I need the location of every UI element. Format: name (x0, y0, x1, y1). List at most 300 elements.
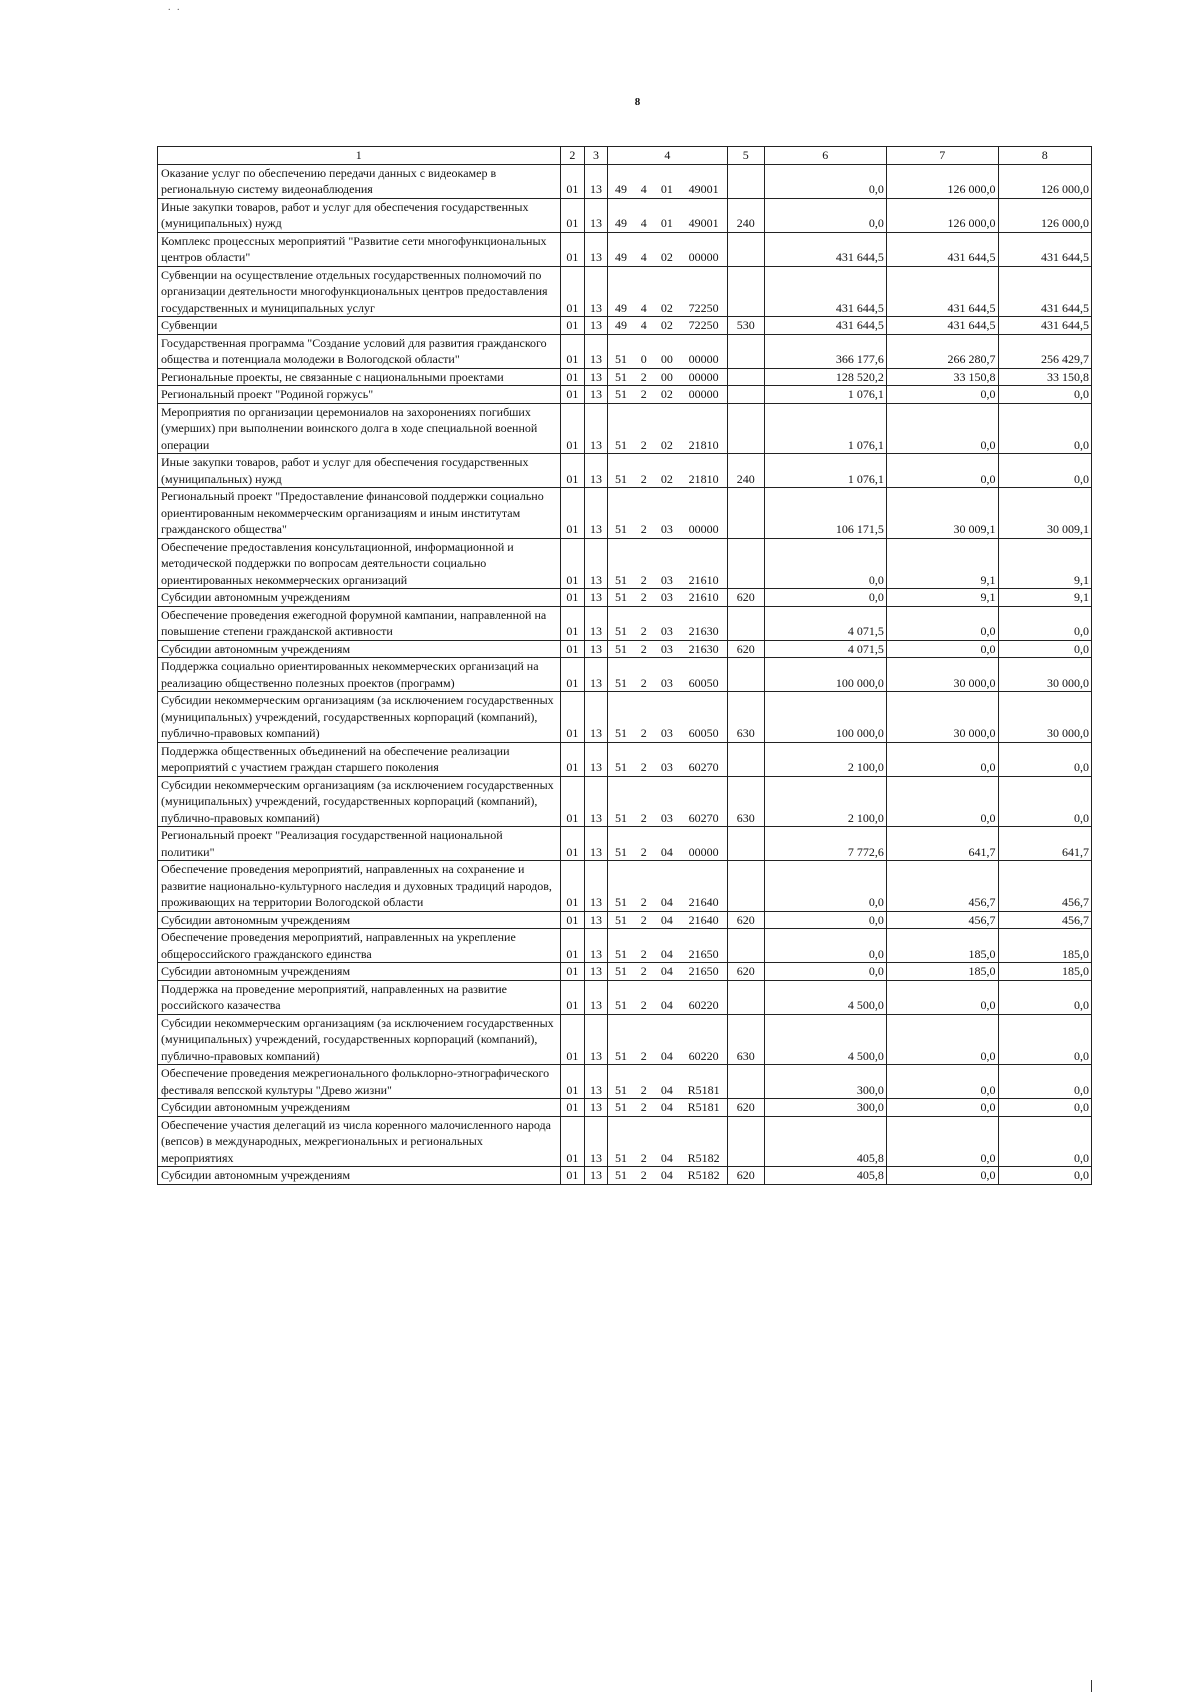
row-name: Субсидии некоммерческим организациям (за исключением государственных (муниципальных) учреждений, государственных корпораций (компаний), публично-правовых компаний) (158, 776, 561, 827)
amount-col8: 0,0 (998, 742, 1091, 776)
subprogram-code: 4 (634, 266, 653, 317)
project-code: 03 (653, 742, 680, 776)
program-code: 51 (607, 692, 634, 743)
amount-col6: 100 000,0 (764, 692, 886, 743)
amount-col8: 0,0 (998, 403, 1091, 454)
row-name: Региональный проект "Реализация государственной национальной политики" (158, 827, 561, 861)
direction-code: 21650 (680, 963, 727, 981)
subprogram-code: 4 (634, 198, 653, 232)
col2-section: 01 (560, 403, 585, 454)
subprogram-code: 2 (634, 1167, 653, 1185)
amount-col7: 0,0 (886, 1167, 998, 1185)
direction-code: 21640 (680, 861, 727, 912)
row-name: Субсидии автономным учреждениям (158, 1167, 561, 1185)
project-code: 04 (653, 911, 680, 929)
direction-code: 60270 (680, 742, 727, 776)
row-name: Субвенции (158, 317, 561, 335)
amount-col7: 126 000,0 (886, 198, 998, 232)
amount-col7: 0,0 (886, 403, 998, 454)
row-name: Субвенции на осуществление отдельных государственных полномочий по организации деятельности многофункциональных центров предоставления государственных и муниципальных услуг (158, 266, 561, 317)
amount-col7: 0,0 (886, 1099, 998, 1117)
expense-type (728, 334, 765, 368)
expense-type: 630 (728, 776, 765, 827)
amount-col7: 431 644,5 (886, 317, 998, 335)
amount-col8: 9,1 (998, 589, 1091, 607)
amount-col7: 185,0 (886, 929, 998, 963)
project-code: 02 (653, 266, 680, 317)
page-number: 8 (634, 96, 641, 108)
project-code: 02 (653, 403, 680, 454)
project-code: 03 (653, 692, 680, 743)
expense-type (728, 488, 765, 539)
table-row (158, 742, 1092, 776)
col3-subsection: 13 (585, 658, 608, 692)
expense-type (728, 368, 765, 386)
col2-section: 01 (560, 454, 585, 488)
table-row (158, 488, 1092, 539)
project-code: 00 (653, 334, 680, 368)
program-code: 51 (607, 488, 634, 539)
table-row (158, 589, 1092, 607)
expense-type: 620 (728, 640, 765, 658)
amount-col6: 0,0 (764, 198, 886, 232)
row-name: Мероприятия по организации церемониалов на захоронениях погибших (умерших) при выполнении воинского долга в ходе специальной военной операции (158, 403, 561, 454)
col2-section: 01 (560, 589, 585, 607)
amount-col7: 0,0 (886, 386, 998, 404)
project-code: 03 (653, 488, 680, 539)
program-code: 51 (607, 403, 634, 454)
col2-section: 01 (560, 1065, 585, 1099)
amount-col8: 431 644,5 (998, 232, 1091, 266)
table-row (158, 776, 1092, 827)
col3-subsection: 13 (585, 606, 608, 640)
amount-col6: 2 100,0 (764, 742, 886, 776)
scan-corner-tick (1091, 1680, 1092, 1692)
project-code: 04 (653, 963, 680, 981)
amount-col7: 431 644,5 (886, 266, 998, 317)
direction-code: 21810 (680, 403, 727, 454)
project-code: 03 (653, 606, 680, 640)
amount-col8: 0,0 (998, 1116, 1091, 1167)
amount-col7: 185,0 (886, 963, 998, 981)
col2-section: 01 (560, 488, 585, 539)
project-code: 02 (653, 317, 680, 335)
amount-col7: 0,0 (886, 640, 998, 658)
direction-code: 60050 (680, 658, 727, 692)
expense-type: 630 (728, 1014, 765, 1065)
project-code: 04 (653, 1116, 680, 1167)
subprogram-code: 4 (634, 232, 653, 266)
col2-section: 01 (560, 266, 585, 317)
subprogram-code: 2 (634, 1014, 653, 1065)
amount-col8: 185,0 (998, 963, 1091, 981)
program-code: 51 (607, 861, 634, 912)
row-name: Комплекс процессных мероприятий "Развитие сети многофункциональных центров области" (158, 232, 561, 266)
direction-code: 21810 (680, 454, 727, 488)
col3-subsection: 13 (585, 368, 608, 386)
subprogram-code: 2 (634, 368, 653, 386)
row-name: Обеспечение проведения мероприятий, направленных на укрепление общероссийского гражданского единства (158, 929, 561, 963)
project-code: 01 (653, 198, 680, 232)
subprogram-code: 2 (634, 403, 653, 454)
amount-col8: 126 000,0 (998, 164, 1091, 198)
direction-code: 60050 (680, 692, 727, 743)
amount-col8: 256 429,7 (998, 334, 1091, 368)
col3-subsection: 13 (585, 589, 608, 607)
amount-col8: 30 009,1 (998, 488, 1091, 539)
amount-col7: 0,0 (886, 1065, 998, 1099)
expense-type (728, 266, 765, 317)
table-row (158, 386, 1092, 404)
row-name: Субсидии автономным учреждениям (158, 963, 561, 981)
program-code: 51 (607, 658, 634, 692)
amount-col8: 0,0 (998, 454, 1091, 488)
table-row (158, 606, 1092, 640)
program-code: 51 (607, 640, 634, 658)
project-code: 04 (653, 861, 680, 912)
amount-col6: 0,0 (764, 861, 886, 912)
expense-type (728, 606, 765, 640)
subprogram-code: 2 (634, 776, 653, 827)
direction-code: R5181 (680, 1065, 727, 1099)
project-code: 04 (653, 827, 680, 861)
program-code: 51 (607, 963, 634, 981)
direction-code: R5181 (680, 1099, 727, 1117)
col3-subsection: 13 (585, 334, 608, 368)
col3-subsection: 13 (585, 929, 608, 963)
amount-col7: 30 009,1 (886, 488, 998, 539)
project-code: 01 (653, 164, 680, 198)
col3-subsection: 13 (585, 827, 608, 861)
col3-subsection: 13 (585, 386, 608, 404)
subprogram-code: 4 (634, 164, 653, 198)
expense-type (728, 1065, 765, 1099)
subprogram-code: 4 (634, 317, 653, 335)
table-row (158, 454, 1092, 488)
program-code: 51 (607, 1065, 634, 1099)
direction-code: R5182 (680, 1116, 727, 1167)
table-row (158, 1014, 1092, 1065)
project-code: 03 (653, 640, 680, 658)
header-col-5: 5 (728, 147, 765, 165)
table-row (158, 963, 1092, 981)
amount-col6: 4 500,0 (764, 980, 886, 1014)
amount-col6: 431 644,5 (764, 266, 886, 317)
program-code: 51 (607, 454, 634, 488)
project-code: 03 (653, 538, 680, 589)
col2-section: 01 (560, 929, 585, 963)
subprogram-code: 2 (634, 827, 653, 861)
amount-col6: 405,8 (764, 1167, 886, 1185)
col3-subsection: 13 (585, 692, 608, 743)
table-row (158, 929, 1092, 963)
project-code: 04 (653, 929, 680, 963)
program-code: 51 (607, 1167, 634, 1185)
table-row (158, 164, 1092, 198)
project-code: 02 (653, 386, 680, 404)
program-code: 51 (607, 742, 634, 776)
amount-col8: 431 644,5 (998, 266, 1091, 317)
subprogram-code: 0 (634, 334, 653, 368)
expense-type: 240 (728, 454, 765, 488)
project-code: 04 (653, 1065, 680, 1099)
project-code: 04 (653, 1167, 680, 1185)
table-row (158, 658, 1092, 692)
direction-code: 21630 (680, 606, 727, 640)
expense-type (728, 742, 765, 776)
direction-code: 49001 (680, 198, 727, 232)
program-code: 51 (607, 776, 634, 827)
amount-col8: 185,0 (998, 929, 1091, 963)
expense-type: 620 (728, 1167, 765, 1185)
program-code: 51 (607, 911, 634, 929)
col2-section: 01 (560, 640, 585, 658)
col2-section: 01 (560, 861, 585, 912)
table-row (158, 640, 1092, 658)
amount-col8: 0,0 (998, 606, 1091, 640)
amount-col8: 0,0 (998, 1099, 1091, 1117)
table-row (158, 334, 1092, 368)
amount-col8: 0,0 (998, 386, 1091, 404)
col3-subsection: 13 (585, 1167, 608, 1185)
amount-col6: 0,0 (764, 963, 886, 981)
header-col-4: 4 (607, 147, 727, 165)
col2-section: 01 (560, 1099, 585, 1117)
program-code: 49 (607, 198, 634, 232)
col2-section: 01 (560, 776, 585, 827)
program-code: 51 (607, 1116, 634, 1167)
amount-col6: 106 171,5 (764, 488, 886, 539)
subprogram-code: 2 (634, 911, 653, 929)
row-name: Региональный проект "Предоставление финансовой поддержки социально ориентированным некоммерческим организациям и иным институтам гражданского общества" (158, 488, 561, 539)
amount-col8: 0,0 (998, 1065, 1091, 1099)
amount-col7: 9,1 (886, 589, 998, 607)
col3-subsection: 13 (585, 232, 608, 266)
col3-subsection: 13 (585, 742, 608, 776)
amount-col6: 431 644,5 (764, 317, 886, 335)
col3-subsection: 13 (585, 164, 608, 198)
table-row (158, 403, 1092, 454)
amount-col6: 1 076,1 (764, 454, 886, 488)
col3-subsection: 13 (585, 198, 608, 232)
row-name: Субсидии автономным учреждениям (158, 640, 561, 658)
subprogram-code: 2 (634, 589, 653, 607)
col3-subsection: 13 (585, 963, 608, 981)
row-name: Субсидии некоммерческим организациям (за исключением государственных (муниципальных) учреждений, государственных корпораций (компаний), публично-правовых компаний) (158, 692, 561, 743)
col3-subsection: 13 (585, 317, 608, 335)
program-code: 51 (607, 538, 634, 589)
col2-section: 01 (560, 386, 585, 404)
amount-col7: 0,0 (886, 606, 998, 640)
project-code: 03 (653, 589, 680, 607)
direction-code: 49001 (680, 164, 727, 198)
amount-col7: 126 000,0 (886, 164, 998, 198)
amount-col7: 0,0 (886, 454, 998, 488)
expense-type (728, 232, 765, 266)
amount-col8: 126 000,0 (998, 198, 1091, 232)
subprogram-code: 2 (634, 1099, 653, 1117)
subprogram-code: 2 (634, 488, 653, 539)
row-name: Обеспечение участия делегаций из числа коренного малочисленного народа (вепсов) в международных, межрегиональных и региональных мероприятиях (158, 1116, 561, 1167)
row-name: Субсидии некоммерческим организациям (за исключением государственных (муниципальных) учреждений, государственных корпораций (компаний), публично-правовых компаний) (158, 1014, 561, 1065)
budget-table (157, 146, 1092, 1185)
subprogram-code: 2 (634, 980, 653, 1014)
col2-section: 01 (560, 232, 585, 266)
amount-col6: 100 000,0 (764, 658, 886, 692)
amount-col7: 33 150,8 (886, 368, 998, 386)
project-code: 00 (653, 368, 680, 386)
program-code: 51 (607, 827, 634, 861)
col2-section: 01 (560, 742, 585, 776)
table-row (158, 861, 1092, 912)
table-row (158, 1116, 1092, 1167)
project-code: 03 (653, 658, 680, 692)
expense-type (728, 658, 765, 692)
direction-code: R5182 (680, 1167, 727, 1185)
header-col-7: 7 (886, 147, 998, 165)
amount-col6: 4 071,5 (764, 640, 886, 658)
col2-section: 01 (560, 606, 585, 640)
program-code: 49 (607, 317, 634, 335)
subprogram-code: 2 (634, 1065, 653, 1099)
row-name: Поддержка общественных объединений на обеспечение реализации мероприятий с участием граждан старшего поколения (158, 742, 561, 776)
expense-type (728, 827, 765, 861)
expense-type: 240 (728, 198, 765, 232)
col2-section: 01 (560, 911, 585, 929)
amount-col7: 0,0 (886, 1116, 998, 1167)
col2-section: 01 (560, 538, 585, 589)
row-name: Субсидии автономным учреждениям (158, 911, 561, 929)
col2-section: 01 (560, 317, 585, 335)
amount-col8: 641,7 (998, 827, 1091, 861)
amount-col6: 1 076,1 (764, 386, 886, 404)
program-code: 51 (607, 929, 634, 963)
col3-subsection: 13 (585, 1065, 608, 1099)
col3-subsection: 13 (585, 266, 608, 317)
col2-section: 01 (560, 368, 585, 386)
amount-col6: 0,0 (764, 538, 886, 589)
expense-type (728, 980, 765, 1014)
row-name: Обеспечение проведения мероприятий, направленных на сохранение и развитие национально-культурного наследия и духовных традиций народов, проживающих на территории Вологодской области (158, 861, 561, 912)
amount-col8: 0,0 (998, 980, 1091, 1014)
amount-col8: 30 000,0 (998, 658, 1091, 692)
row-name: Иные закупки товаров, работ и услуг для обеспечения государственных (муниципальных) нужд (158, 198, 561, 232)
table-row (158, 317, 1092, 335)
table-row (158, 1065, 1092, 1099)
amount-col7: 0,0 (886, 980, 998, 1014)
direction-code: 21610 (680, 589, 727, 607)
col2-section: 01 (560, 827, 585, 861)
direction-code: 60270 (680, 776, 727, 827)
row-name: Региональные проекты, не связанные с национальными проектами (158, 368, 561, 386)
direction-code: 21650 (680, 929, 727, 963)
header-col-3: 3 (585, 147, 608, 165)
expense-type: 620 (728, 963, 765, 981)
row-name: Обеспечение проведения ежегодной форумной кампании, направленной на повышение степени гражданской активности (158, 606, 561, 640)
subprogram-code: 2 (634, 454, 653, 488)
program-code: 51 (607, 589, 634, 607)
row-name: Субсидии автономным учреждениям (158, 1099, 561, 1117)
direction-code: 00000 (680, 334, 727, 368)
scan-mark: . . (168, 2, 182, 13)
amount-col7: 266 280,7 (886, 334, 998, 368)
amount-col7: 9,1 (886, 538, 998, 589)
subprogram-code: 2 (634, 538, 653, 589)
program-code: 51 (607, 334, 634, 368)
project-code: 04 (653, 980, 680, 1014)
program-code: 51 (607, 1099, 634, 1117)
col3-subsection: 13 (585, 980, 608, 1014)
amount-col8: 0,0 (998, 1167, 1091, 1185)
subprogram-code: 2 (634, 692, 653, 743)
amount-col6: 0,0 (764, 164, 886, 198)
col2-section: 01 (560, 963, 585, 981)
amount-col8: 0,0 (998, 640, 1091, 658)
amount-col6: 366 177,6 (764, 334, 886, 368)
col3-subsection: 13 (585, 488, 608, 539)
amount-col8: 0,0 (998, 776, 1091, 827)
col3-subsection: 13 (585, 1014, 608, 1065)
project-code: 02 (653, 232, 680, 266)
amount-col6: 431 644,5 (764, 232, 886, 266)
expense-type (728, 929, 765, 963)
project-code: 03 (653, 776, 680, 827)
col2-section: 01 (560, 164, 585, 198)
col2-section: 01 (560, 1116, 585, 1167)
direction-code: 60220 (680, 1014, 727, 1065)
program-code: 51 (607, 368, 634, 386)
direction-code: 00000 (680, 386, 727, 404)
row-name: Обеспечение предоставления консультационной, информационной и методической поддержки по вопросам деятельности социально ориентированных некоммерческих организаций (158, 538, 561, 589)
row-name: Субсидии автономным учреждениям (158, 589, 561, 607)
amount-col6: 0,0 (764, 911, 886, 929)
table-row (158, 692, 1092, 743)
amount-col7: 456,7 (886, 911, 998, 929)
direction-code: 00000 (680, 232, 727, 266)
table-row (158, 827, 1092, 861)
amount-col6: 1 076,1 (764, 403, 886, 454)
subprogram-code: 2 (634, 742, 653, 776)
subprogram-code: 2 (634, 386, 653, 404)
program-code: 49 (607, 266, 634, 317)
expense-type: 530 (728, 317, 765, 335)
direction-code: 00000 (680, 488, 727, 539)
direction-code: 00000 (680, 368, 727, 386)
col3-subsection: 13 (585, 776, 608, 827)
row-name: Оказание услуг по обеспечению передачи данных с видеокамер в региональную систему видеонаблюдения (158, 164, 561, 198)
col3-subsection: 13 (585, 911, 608, 929)
direction-code: 21630 (680, 640, 727, 658)
amount-col6: 0,0 (764, 929, 886, 963)
amount-col6: 300,0 (764, 1099, 886, 1117)
table-row (158, 538, 1092, 589)
col3-subsection: 13 (585, 640, 608, 658)
expense-type (728, 861, 765, 912)
amount-col7: 431 644,5 (886, 232, 998, 266)
table-row (158, 1167, 1092, 1185)
program-code: 51 (607, 386, 634, 404)
header-col-6: 6 (764, 147, 886, 165)
expense-type (728, 403, 765, 454)
amount-col6: 300,0 (764, 1065, 886, 1099)
col2-section: 01 (560, 980, 585, 1014)
subprogram-code: 2 (634, 640, 653, 658)
col3-subsection: 13 (585, 1116, 608, 1167)
subprogram-code: 2 (634, 1116, 653, 1167)
table-row (158, 980, 1092, 1014)
amount-col7: 641,7 (886, 827, 998, 861)
project-code: 02 (653, 454, 680, 488)
